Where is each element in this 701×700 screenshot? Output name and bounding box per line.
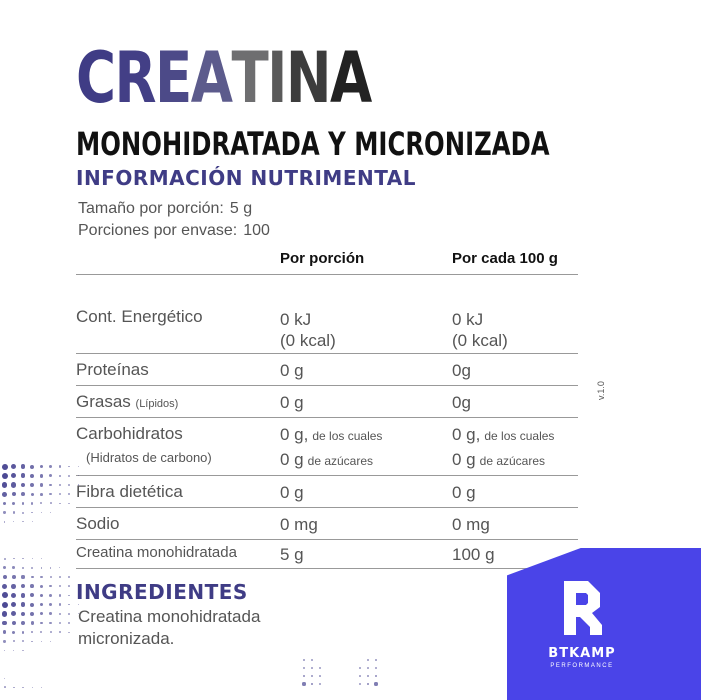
title-letter: A	[190, 37, 232, 119]
dot	[12, 566, 15, 569]
dot	[4, 686, 6, 688]
dot	[49, 612, 52, 615]
dot	[12, 631, 15, 634]
dot	[319, 667, 320, 668]
dot	[50, 576, 52, 578]
sodium-per-serving: 0 mg	[280, 515, 318, 534]
dot	[3, 511, 5, 513]
title-letter: N	[285, 37, 331, 119]
carbs-per-100g	[452, 424, 554, 472]
dot	[359, 675, 361, 677]
dot	[30, 474, 34, 478]
table-header	[76, 248, 578, 275]
dot	[13, 640, 15, 642]
dot	[2, 464, 8, 470]
dot	[11, 482, 16, 487]
dot	[303, 667, 305, 669]
dot	[2, 592, 8, 598]
dot	[311, 667, 313, 669]
dot	[68, 595, 70, 597]
dot	[68, 503, 69, 504]
dot	[59, 603, 61, 605]
creatine-per-100g: 100 g	[452, 545, 495, 564]
fiber-per-serving: 0 g	[280, 483, 304, 502]
dot	[59, 594, 61, 596]
dot	[359, 667, 360, 668]
dot	[311, 659, 312, 660]
dot	[40, 502, 42, 504]
dot	[49, 484, 52, 487]
title-letter: R	[114, 37, 155, 119]
table-row-sodium	[76, 508, 578, 540]
dot	[40, 474, 44, 478]
ingredients-heading: INGREDIENTES	[76, 580, 248, 604]
dot	[2, 611, 8, 617]
dot	[40, 585, 43, 588]
dot	[12, 492, 16, 496]
dot	[59, 622, 61, 624]
dot	[41, 512, 42, 513]
ingredients-text: Creatina monohidratada micronizada.	[78, 607, 261, 648]
row-label: Creatina monohidratada	[76, 544, 237, 561]
dot	[367, 667, 369, 669]
dot	[22, 567, 24, 569]
dot	[78, 466, 79, 467]
dot	[21, 492, 25, 496]
fat-per-100g: 0g	[452, 393, 471, 412]
dot	[21, 464, 26, 469]
dot	[50, 512, 51, 513]
carbs-total: 0 g,	[452, 425, 481, 444]
energy-kj: 0 kJ	[452, 310, 484, 329]
servings-per-label: Porciones por envase:	[78, 222, 238, 239]
dot	[50, 567, 51, 568]
title-letter: C	[76, 37, 115, 119]
carbs-sub: (Hidratos de carbono)	[86, 450, 212, 465]
dot	[367, 675, 369, 677]
dot	[3, 640, 5, 642]
table-row-energy	[76, 275, 578, 354]
table-row-fiber	[76, 476, 578, 508]
brand-name: BTKAMP	[548, 646, 616, 661]
row-label	[76, 424, 212, 465]
dot	[21, 584, 25, 588]
column-per-serving: Por porción	[280, 250, 365, 267]
dot	[40, 631, 42, 633]
dot	[303, 675, 306, 678]
dot	[31, 631, 34, 634]
dot	[49, 603, 52, 606]
carbs-name: Carbohidratos	[76, 424, 183, 443]
dot	[59, 567, 60, 568]
dot	[30, 612, 34, 616]
dot	[68, 622, 69, 623]
dot	[11, 584, 16, 589]
dot	[41, 567, 43, 569]
dot	[32, 521, 33, 522]
dot	[59, 503, 60, 504]
row-label: Cont. Energético	[76, 307, 203, 326]
dot	[68, 475, 70, 477]
fat-per-serving: 0 g	[280, 393, 304, 412]
dot	[49, 585, 52, 588]
dot	[49, 493, 51, 495]
dot	[30, 465, 34, 469]
dot	[374, 682, 377, 685]
title-letter: E	[154, 37, 191, 119]
dot	[375, 667, 377, 669]
dot	[21, 612, 25, 616]
dot	[21, 483, 26, 488]
sugar-note: de azúcares	[479, 454, 546, 468]
version-label: v.1.0	[596, 381, 606, 400]
dot	[41, 687, 42, 688]
dot	[2, 492, 7, 497]
carbs-per-serving	[280, 424, 382, 472]
dot	[68, 484, 70, 486]
dot	[50, 641, 51, 642]
dot	[11, 611, 16, 616]
column-per-100g: Por cada 100 g	[452, 250, 558, 267]
dot	[32, 558, 33, 559]
dot	[359, 683, 361, 685]
dot	[21, 473, 26, 478]
dot	[4, 521, 5, 522]
dot	[21, 593, 26, 598]
dot	[78, 484, 79, 485]
dot	[59, 493, 61, 495]
dot	[41, 558, 42, 559]
dot	[22, 502, 25, 505]
fiber-per-100g: 0 g	[452, 483, 476, 502]
dot	[22, 558, 23, 559]
dot	[2, 473, 8, 479]
dot	[22, 631, 25, 634]
dot	[59, 475, 61, 477]
dot	[4, 558, 6, 560]
title-letter: T	[231, 37, 268, 119]
dot	[319, 683, 321, 685]
title-letter: I	[267, 37, 286, 119]
sugar-value: 0 g	[452, 450, 476, 469]
dot	[22, 687, 23, 688]
dot	[319, 675, 321, 677]
dot	[78, 604, 79, 605]
carbs-total-note: de los cuales	[484, 429, 555, 443]
dot	[41, 641, 42, 642]
dot	[367, 659, 368, 660]
btkamp-logo-icon	[560, 577, 606, 639]
brand-tagline: PERFORMANCE	[550, 663, 614, 669]
dot	[68, 576, 69, 577]
dot	[31, 512, 33, 514]
nutrition-heading: INFORMACIÓN NUTRIMENTAL	[76, 166, 417, 190]
dot	[12, 502, 15, 505]
dot	[31, 621, 34, 624]
table-row-fat	[76, 386, 578, 418]
row-label: Proteínas	[76, 360, 149, 379]
dot	[3, 630, 7, 634]
protein-per-100g: 0g	[452, 361, 471, 380]
dot	[59, 631, 60, 632]
dot	[22, 650, 23, 651]
dot	[30, 593, 34, 597]
sugar-value: 0 g	[280, 450, 304, 469]
servings-per-value: 100	[243, 222, 270, 239]
dot	[59, 585, 61, 587]
dot	[11, 593, 16, 598]
carbs-total-note: de los cuales	[312, 429, 383, 443]
dot	[68, 632, 69, 633]
energy-kcal: (0 kcal)	[280, 331, 336, 350]
dot	[4, 678, 5, 679]
dot	[21, 602, 26, 607]
dot	[31, 641, 33, 643]
servings-per-container	[78, 222, 270, 240]
product-subtitle: MONOHIDRATADA Y MICRONIZADA	[76, 125, 550, 163]
dot	[49, 594, 52, 597]
row-label: Fibra dietética	[76, 482, 183, 501]
dot	[3, 575, 7, 579]
serving-size	[78, 200, 252, 218]
dot	[22, 640, 24, 642]
dot	[50, 631, 52, 633]
dot	[13, 558, 15, 560]
dot	[32, 687, 33, 688]
dot	[2, 584, 7, 589]
fat-name: Grasas	[76, 392, 131, 411]
carbs-total: 0 g,	[280, 425, 309, 444]
dot	[31, 493, 34, 496]
nutrition-table	[76, 248, 578, 569]
dot	[13, 511, 15, 513]
dot	[68, 466, 70, 468]
dot	[40, 603, 44, 607]
dot	[59, 613, 61, 615]
energy-kj: 0 kJ	[280, 310, 312, 329]
sugar-note: de azúcares	[307, 454, 374, 468]
dot	[40, 465, 43, 468]
dot	[40, 612, 43, 615]
dot	[13, 521, 14, 522]
dot	[13, 650, 14, 651]
sodium-per-100g: 0 mg	[452, 515, 490, 534]
dot	[40, 622, 43, 625]
dot	[302, 682, 305, 685]
dot	[21, 621, 25, 625]
dot	[22, 512, 24, 514]
dot	[59, 484, 61, 486]
dot	[68, 585, 70, 587]
dot	[311, 683, 314, 686]
dot	[49, 465, 52, 468]
dot	[49, 622, 51, 624]
dot	[68, 604, 70, 606]
dot	[311, 675, 313, 677]
dot	[40, 483, 43, 486]
row-label	[76, 392, 178, 412]
energy-kcal: (0 kcal)	[452, 331, 508, 350]
dot	[11, 473, 16, 478]
dot	[40, 576, 42, 578]
dot	[50, 502, 52, 504]
protein-per-serving: 0 g	[280, 361, 304, 380]
dot	[2, 621, 7, 626]
energy-per-serving	[280, 309, 336, 351]
dot	[12, 621, 16, 625]
table-row-protein	[76, 354, 578, 386]
fat-note: (Lípidos)	[135, 398, 179, 410]
row-label: Sodio	[76, 514, 120, 533]
dot	[49, 474, 52, 477]
dot	[13, 687, 15, 689]
dot	[30, 603, 34, 607]
dot	[11, 602, 16, 607]
dot	[375, 659, 376, 660]
dot	[30, 584, 34, 588]
dot	[2, 602, 8, 608]
dot	[2, 482, 8, 488]
title-letter: A	[330, 37, 371, 119]
dot	[40, 493, 43, 496]
dot	[59, 576, 61, 578]
creatine-per-serving: 5 g	[280, 545, 304, 564]
table-row-carbs	[76, 418, 578, 476]
dot	[21, 575, 24, 578]
dot	[367, 683, 370, 686]
serving-size-label: Tamaño por porción:	[78, 200, 224, 217]
dot	[40, 594, 43, 597]
dot	[31, 567, 33, 569]
serving-size-value: 5 g	[229, 200, 253, 217]
dot	[303, 659, 304, 660]
dot	[31, 502, 34, 505]
dot	[3, 502, 7, 506]
dot	[68, 493, 69, 494]
product-title	[76, 38, 371, 118]
table-row-creatine	[76, 540, 578, 569]
dot	[30, 483, 34, 487]
dot	[22, 521, 23, 522]
dot	[12, 575, 16, 579]
dot	[68, 613, 70, 615]
dot	[11, 464, 16, 469]
dot	[4, 650, 5, 651]
energy-per-100g	[452, 309, 508, 351]
dot	[375, 675, 378, 678]
dot	[31, 576, 34, 579]
dot	[59, 465, 61, 467]
dot	[3, 566, 6, 569]
